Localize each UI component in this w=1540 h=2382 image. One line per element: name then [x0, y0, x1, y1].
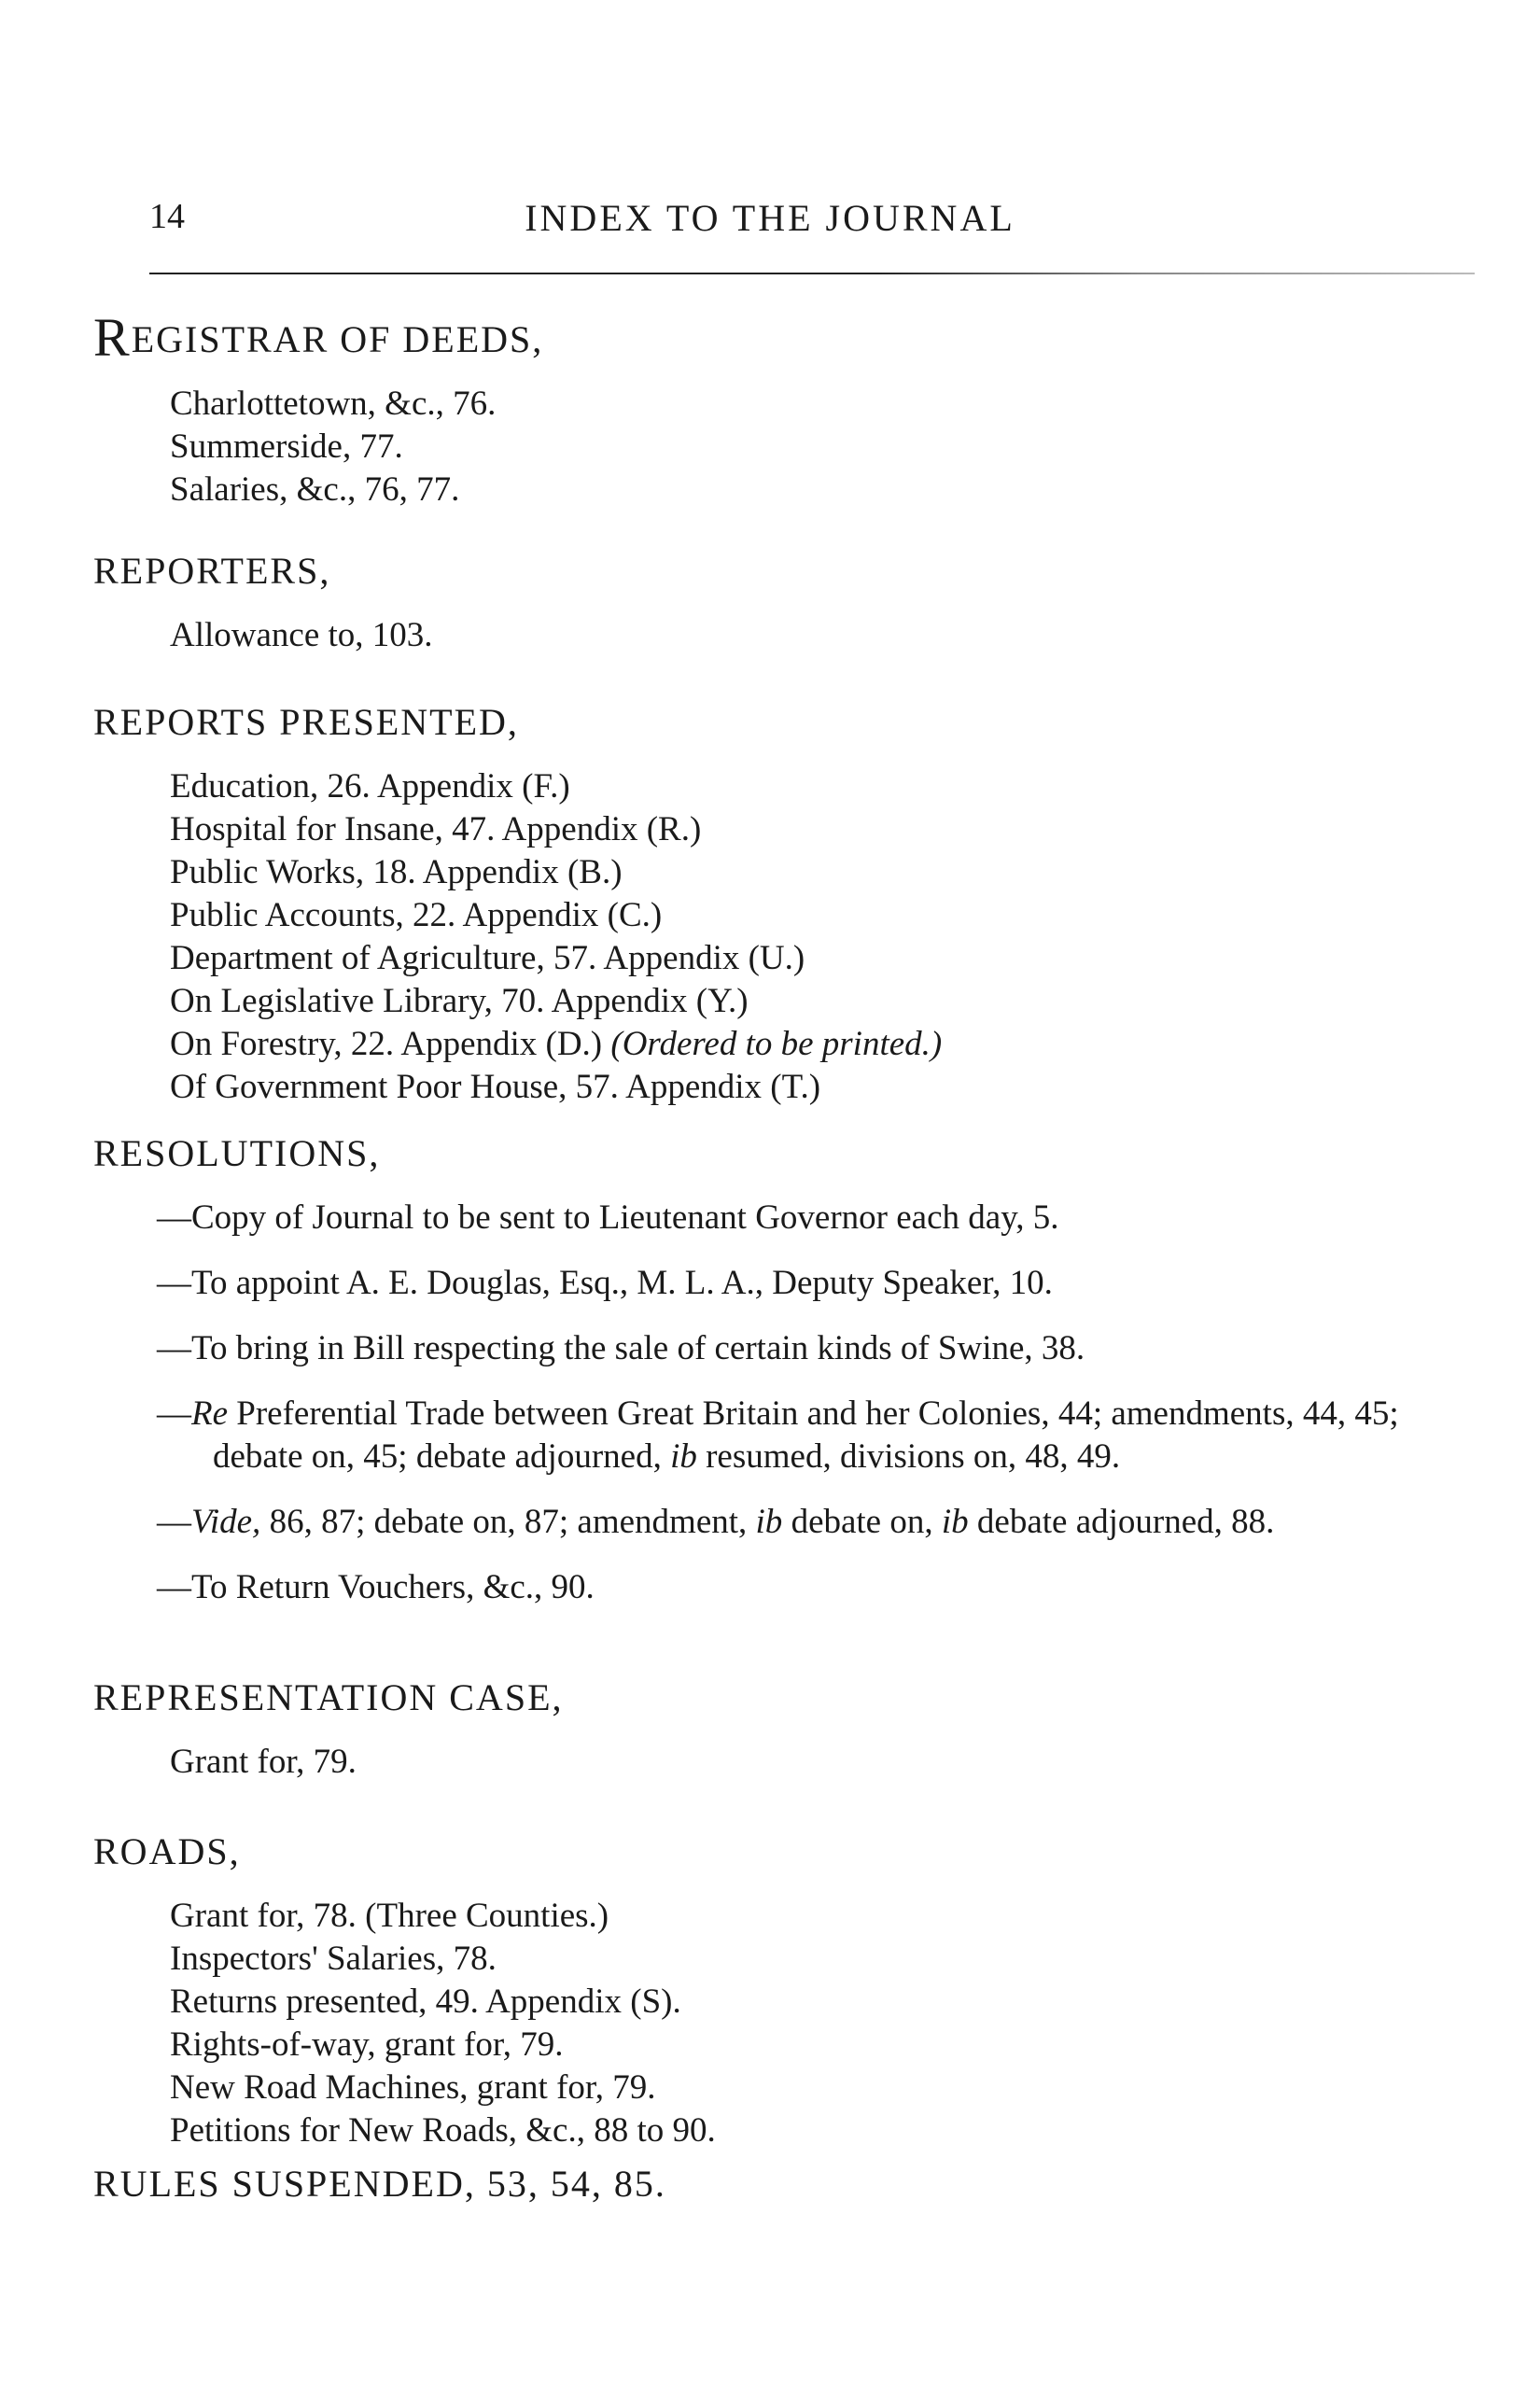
list-item: Rights-of-way, grant for, 79.	[170, 2025, 564, 2064]
list-item: Department of Agriculture, 57. Appendix (U.)	[170, 939, 805, 977]
list-item: Allowance to, 103.	[170, 616, 433, 654]
entry-items	[93, 614, 1484, 657]
entry-roads	[93, 1829, 1484, 2152]
entry-items	[93, 1741, 1484, 1784]
entry-heading: ROADS,	[93, 1830, 241, 1872]
list-item: Of Government Poor House, 57. Appendix (T.)	[170, 1068, 821, 1106]
list-item: On Forestry, 22. Appendix (D.) (Ordered to be printed.)	[170, 1025, 943, 1063]
list-item: Salaries, &c., 76, 77.	[170, 470, 460, 509]
resolution-item: —To Return Vouchers, &c., 90.	[157, 1568, 595, 1606]
entry-heading: REPRESENTATION CASE,	[93, 1676, 564, 1718]
entry-heading: REPORTS PRESENTED,	[93, 701, 519, 743]
entry-registrar-of-deeds	[93, 307, 1484, 511]
page-number: 14	[149, 197, 185, 236]
entry-heading: RULES SUSPENDED, 53, 54, 85.	[93, 2163, 666, 2205]
resolution-item: —Copy of Journal to be sent to Lieutenant Governor each day, 5.	[157, 1198, 1059, 1237]
entry-items	[93, 765, 1484, 1109]
list-item: Inspectors' Salaries, 78.	[170, 1940, 497, 1978]
resolution-item: —Vide, 86, 87; debate on, 87; amendment, ib debate on, ib debate adjourned, 88.	[157, 1503, 1275, 1541]
drop-initial: R	[93, 307, 132, 368]
entry-heading: REGISTRAR OF DEEDS,	[93, 307, 544, 368]
entry-heading: REPORTERS,	[93, 550, 331, 592]
list-item: Charlottetown, &c., 76.	[170, 385, 497, 423]
entry-rules-suspended	[93, 2162, 1484, 2207]
list-item: Returns presented, 49. Appendix (S).	[170, 1983, 681, 2021]
list-item: Petitions for New Roads, &c., 88 to 90.	[170, 2111, 716, 2150]
list-item: Public Works, 18. Appendix (B.)	[170, 853, 623, 891]
list-item: On Legislative Library, 70. Appendix (Y.)	[170, 982, 749, 1020]
page-header	[0, 196, 1540, 252]
list-item: Summerside, 77.	[170, 427, 403, 466]
entry-resolutions	[93, 1131, 1484, 1632]
entry-items	[93, 1895, 1484, 2152]
resolution-item: —Re Preferential Trade between Great Britain and her Colonies, 44; amendments, 44, 45; debate on, 45; debate adjourned, ib resumed, divisions on, 48, 49.	[157, 1394, 1399, 1476]
resolution-item: —To bring in Bill respecting the sale of certain kinds of Swine, 38.	[157, 1329, 1085, 1367]
list-item: Grant for, 78. (Three Counties.)	[170, 1897, 609, 1935]
resolution-item: —To appoint A. E. Douglas, Esq., M. L. A., Deputy Speaker, 10.	[157, 1264, 1053, 1302]
header-rule	[149, 273, 1475, 274]
list-item: Education, 26. Appendix (F.)	[170, 767, 570, 806]
entry-heading: RESOLUTIONS,	[93, 1132, 381, 1174]
list-item: Public Accounts, 22. Appendix (C.)	[170, 896, 663, 934]
running-title: INDEX TO THE JOURNAL	[525, 197, 1015, 239]
entry-reporters	[93, 549, 1484, 657]
list-item: New Road Machines, grant for, 79.	[170, 2068, 656, 2107]
entry-items	[93, 383, 1484, 511]
entry-reports-presented	[93, 700, 1484, 1109]
entry-representation-case	[93, 1675, 1484, 1784]
list-item: Grant for, 79.	[170, 1743, 357, 1781]
entry-items	[93, 1197, 1484, 1609]
list-item: Hospital for Insane, 47. Appendix (R.)	[170, 810, 702, 848]
